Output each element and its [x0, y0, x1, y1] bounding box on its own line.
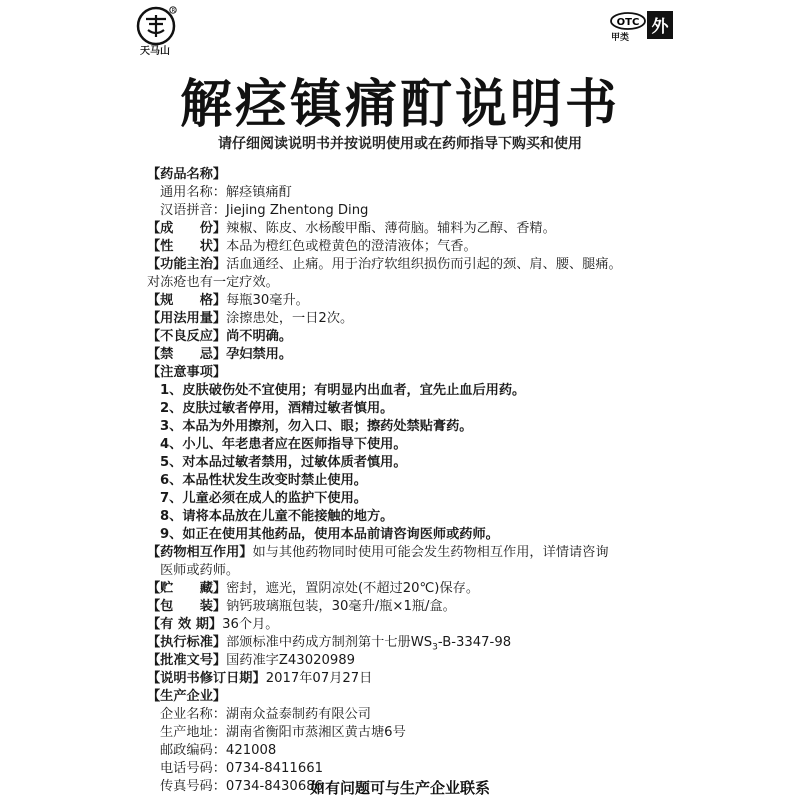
approval-label: 【批准文号】 [147, 653, 227, 668]
storage-value: 密封，遮光，置阴凉处(不超过20℃)保存。 [226, 581, 480, 596]
indications-label: 【功能主治】 [147, 257, 227, 272]
interactions-value-2: 医师或药师。 [160, 563, 240, 578]
otc-text: OTC [616, 17, 640, 28]
storage-row [147, 581, 479, 597]
appearance-row [147, 239, 477, 255]
standard-subscript: 3 [432, 642, 438, 653]
adverse-label: 【不良反应】 [147, 329, 227, 344]
manufacturer-label: 【生产企业】 [147, 689, 227, 704]
ingredients-label: 【成 份】 [147, 221, 227, 236]
company-name: 企业名称：湖南众益泰制药有限公司 [160, 707, 371, 722]
interactions-label: 【药物相互作用】 [147, 545, 253, 560]
precaution-item: 5、对本品过敏者禁用，过敏体质者慎用。 [160, 455, 407, 470]
adverse-row [147, 329, 292, 345]
interactions-value: 如与其他药物同时使用可能会发生药物相互作用，详情请咨询 [252, 545, 609, 560]
package-row [147, 599, 456, 615]
spec-value: 每瓶30毫升。 [226, 293, 309, 308]
validity-row [147, 617, 278, 633]
usage-value: 涂擦患处，一日2次。 [226, 311, 354, 326]
storage-label: 【贮 藏】 [147, 581, 227, 596]
validity-label: 【有 效 期】 [147, 617, 223, 632]
revision-row [147, 671, 372, 687]
indications-value: 活血通经、止痛。用于治疗软组织损伤而引起的颈、肩、腰、腿痛。 [226, 257, 622, 272]
approval-value: 国药准字Z43020989 [226, 653, 356, 668]
otc-class: 甲类 [611, 33, 630, 43]
pinyin-name: 汉语拼音：Jiejing Zhentong Ding [160, 203, 369, 218]
precaution-item: 4、小儿、年老患者应在医师指导下使用。 [160, 437, 407, 452]
spec-row [147, 293, 309, 309]
approval-row [147, 653, 355, 669]
usage-row [147, 311, 353, 327]
ingredients-value: 辣椒、陈皮、水杨酸甲酯、薄荷脑。辅料为乙醇、香精。 [226, 221, 556, 236]
precautions-label: 【注意事项】 [147, 365, 227, 380]
brand-name: 天马山 [140, 46, 170, 57]
precaution-item: 2、皮肤过敏者停用，酒精过敏者慎用。 [160, 401, 394, 416]
revision-label: 【说明书修订日期】 [147, 671, 266, 686]
revision-value: 2017年07月27日 [265, 671, 373, 686]
generic-name: 通用名称：解痉镇痛酊 [160, 185, 292, 200]
precaution-item: 6、本品性状发生改变时禁止使用。 [160, 473, 367, 488]
usage-label: 【用法用量】 [147, 311, 227, 326]
phone: 电话号码：0734-8411661 [160, 761, 323, 776]
brand-logo-icon [135, 5, 177, 47]
company-address: 生产地址：湖南省衡阳市蒸湘区黄古塘6号 [160, 725, 406, 740]
standard-label: 【执行标准】 [147, 635, 227, 650]
spec-label: 【规 格】 [147, 293, 227, 308]
precaution-item: 3、本品为外用擦剂，勿入口、眼；擦药处禁贴膏药。 [160, 419, 473, 434]
precaution-item: 9、如正在使用其他药品，使用本品前请咨询医师或药师。 [160, 527, 499, 542]
precaution-item: 1、皮肤破伤处不宜使用；有明显内出血者，宜先止血后用药。 [160, 383, 526, 398]
document-subtitle: 请仔细阅读说明书并按说明使用或在药师指导下购买和使用 [218, 136, 582, 152]
package-label: 【包 装】 [147, 599, 227, 614]
contra-label: 【禁 忌】 [147, 347, 227, 362]
indications-value-2: 对冻疮也有一定疗效。 [147, 275, 279, 290]
contra-row [147, 347, 292, 363]
fax: 传真号码：0734-8430686 [160, 779, 323, 794]
adverse-value: 尚不明确。 [226, 329, 293, 344]
ingredients-row [147, 221, 556, 237]
validity-value: 36个月。 [222, 617, 279, 632]
standard-value: 部颁标准中药成方制剂第十七册WS [226, 635, 433, 650]
interactions-row [147, 545, 609, 561]
precaution-item: 7、儿童必须在成人的监护下使用。 [160, 491, 367, 506]
appearance-label: 【性 状】 [147, 239, 227, 254]
package-value: 钠钙玻璃瓶包装，30毫升/瓶×1瓶/盒。 [226, 599, 456, 614]
otc-type: 外 [651, 17, 669, 37]
appearance-value: 本品为橙红色或橙黄色的澄清液体；气香。 [226, 239, 477, 254]
indications-row [147, 257, 622, 273]
contra-value: 孕妇禁用。 [226, 347, 293, 362]
document-title: 解痉镇痛酊说明书 [179, 75, 620, 135]
footer-note: 如有问题可与生产企业联系 [309, 779, 490, 797]
postcode: 邮政编码：421008 [160, 743, 277, 758]
standard-tail: -B-3347-98 [437, 635, 512, 650]
svg-text:R: R [171, 7, 176, 14]
precaution-item: 8、请将本品放在儿童不能接触的地方。 [160, 509, 394, 524]
drug-name-label: 【药品名称】 [147, 167, 227, 182]
